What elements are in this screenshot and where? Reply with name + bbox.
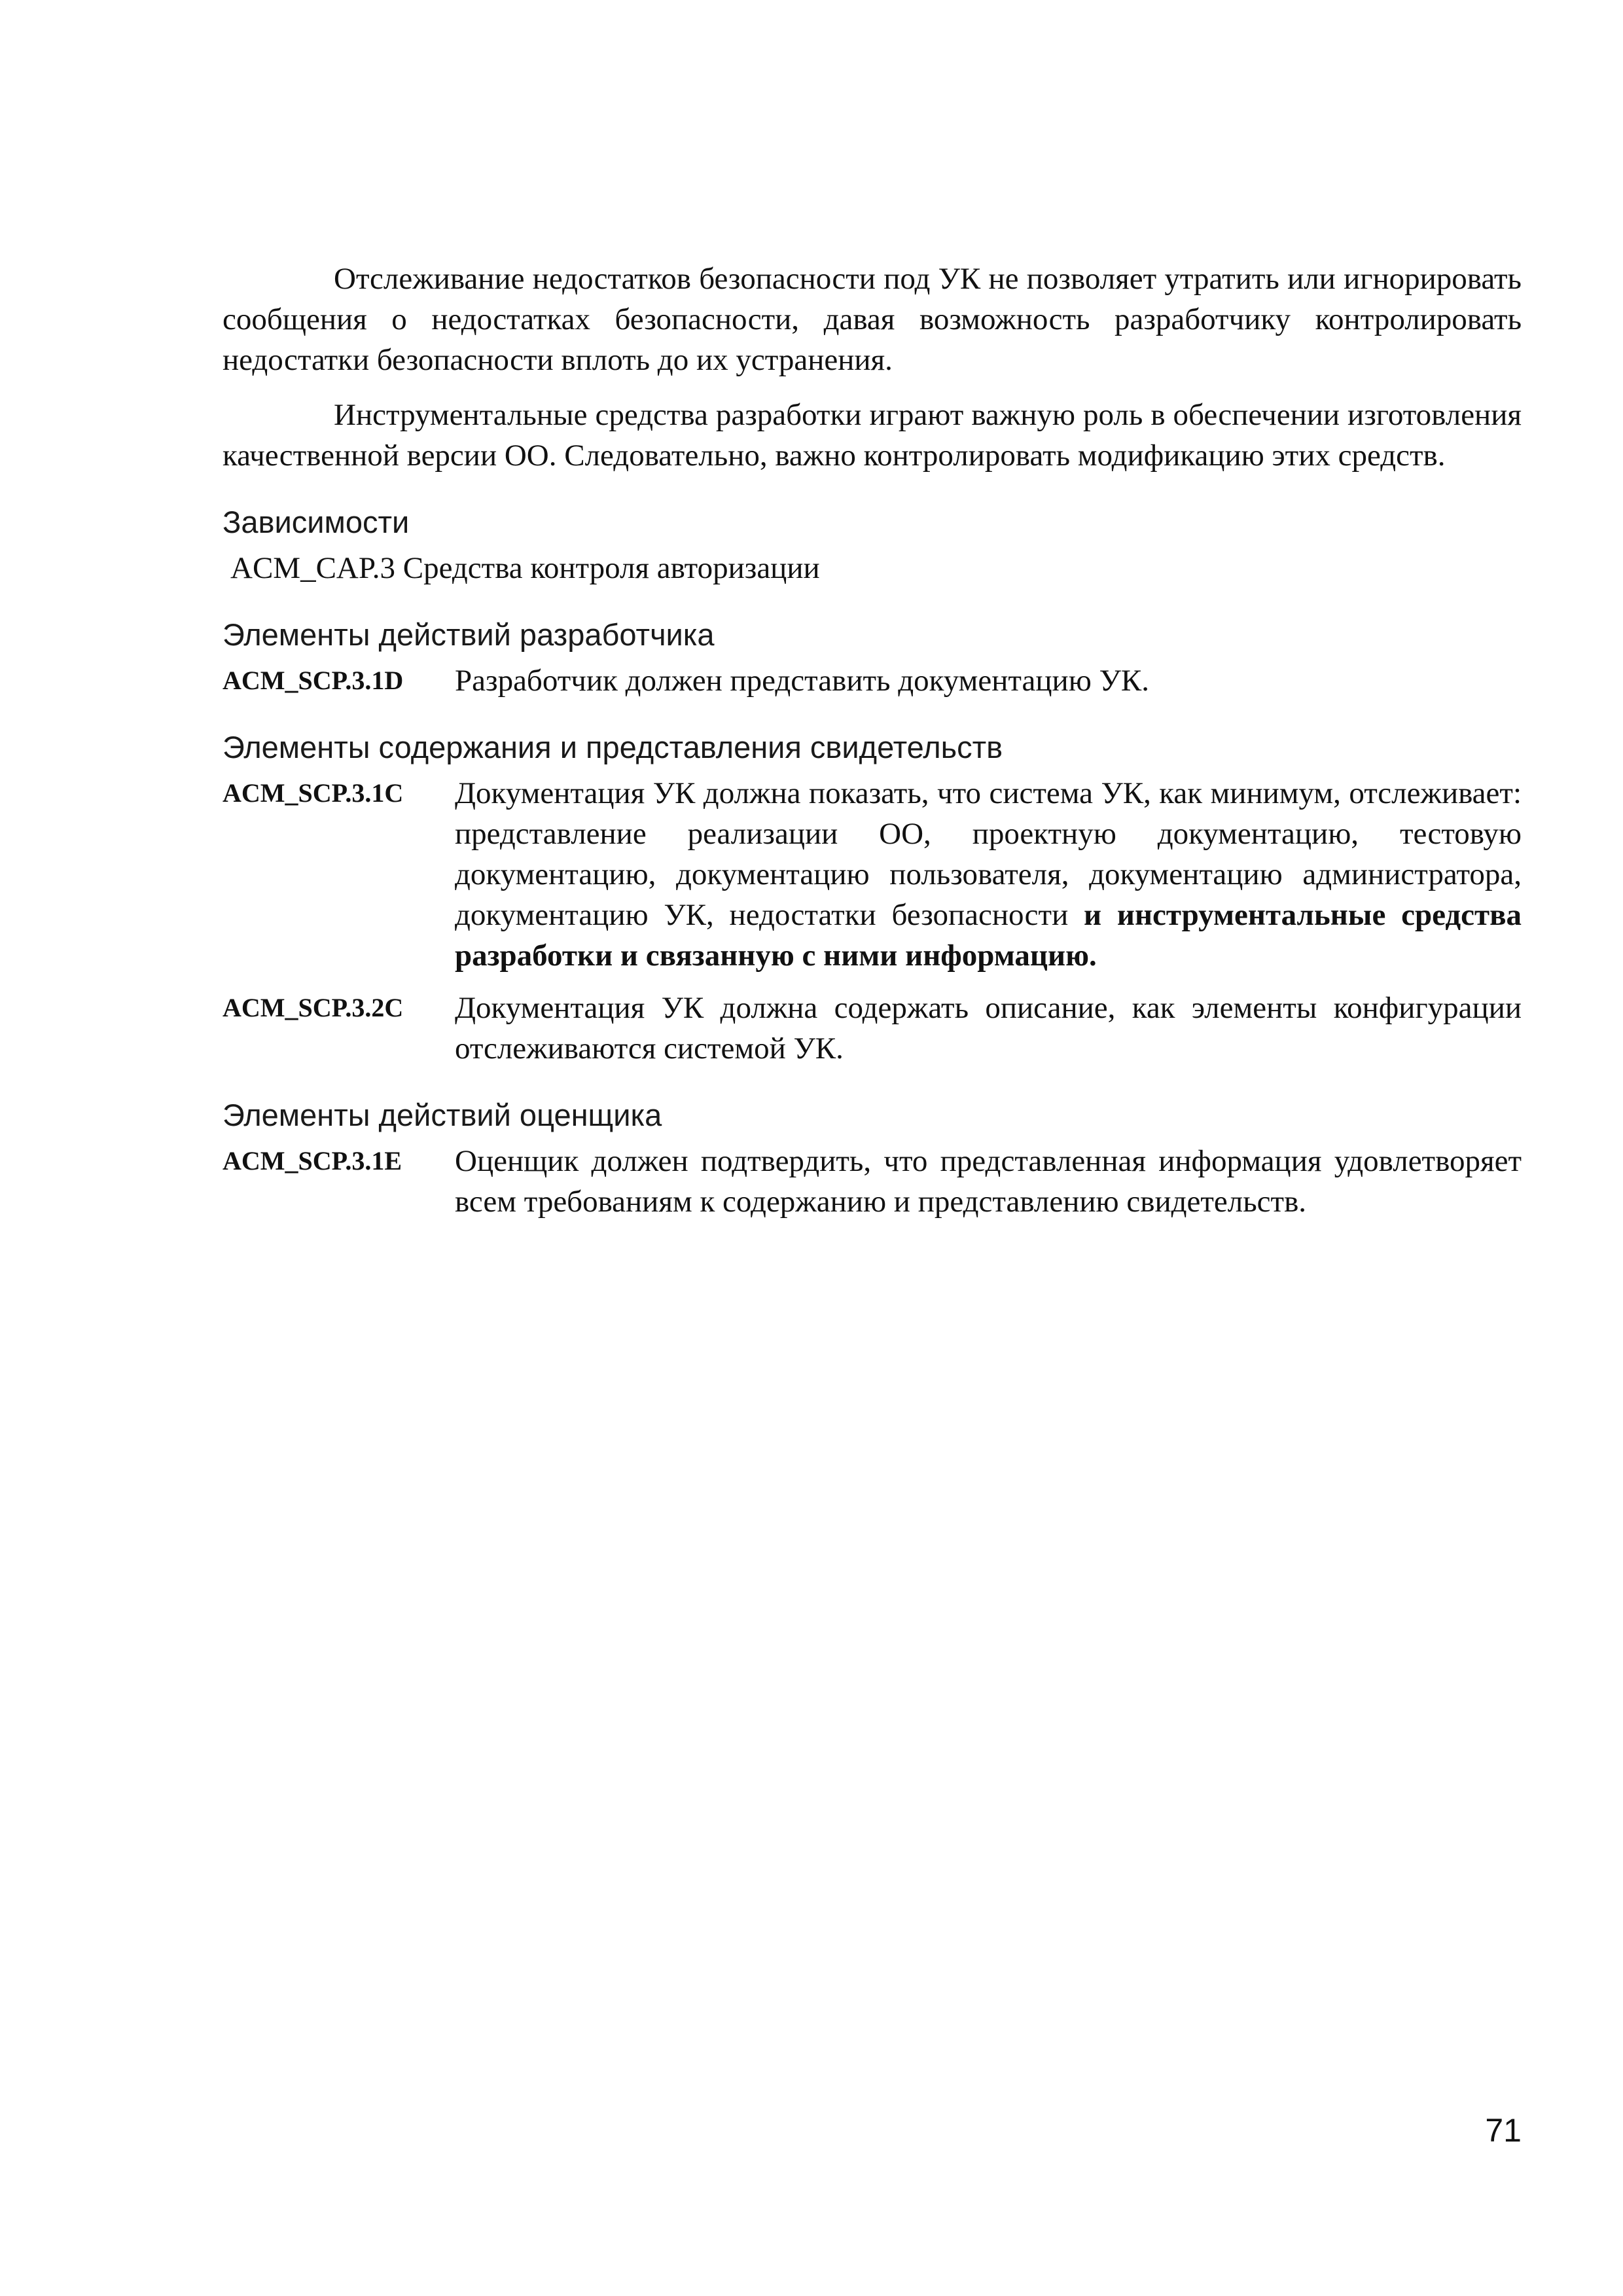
element-code: ACM_SCP.3.1C <box>223 778 404 808</box>
element-text: Разработчик должен представить документацию УК. <box>455 664 1149 698</box>
element-text-composite <box>455 773 1522 976</box>
element-text: Документация УК должна содержать описание, как элементы конфигурации отслеживаются системой УК. <box>455 991 1522 1066</box>
element-row-acm-scp-3-1e <box>223 1141 1522 1222</box>
page-number: 71 <box>1485 2112 1522 2149</box>
intro-paragraph-1: Отслеживание недостатков безопасности под УК не позволяет утратить или игнорировать сообщения о недостатках безопасности, давая возможность разработчику контролировать недостатки безопасности вплоть до их устранения. <box>223 262 1522 377</box>
page-content <box>223 259 1522 1234</box>
element-row-acm-scp-3-1d <box>223 660 1522 701</box>
element-row-acm-scp-3-1c <box>223 773 1522 976</box>
dependency-item: ACM_CAP.3 Средства контроля авторизации <box>230 551 820 585</box>
content-presentation-heading: Элементы содержания и представления свидетельств <box>223 730 1003 764</box>
element-code: ACM_SCP.3.2C <box>223 993 404 1022</box>
developer-actions-heading: Элементы действий разработчика <box>223 617 715 652</box>
intro-paragraph-2: Инструментальные средства разработки играют важную роль в обеспечении изготовления качественной версии ОО. Следовательно, важно контролировать модификацию этих средств. <box>223 398 1522 473</box>
element-text: Документация УК должна показать, что система УК, как минимум, отслеживает: представление реализации ОО, проектную документацию, тестовую документацию, документацию пользователя, документацию администратора, документацию УК, недостатки безопасности <box>455 776 1522 932</box>
element-text: Оценщик должен подтвердить, что представленная информация удовлетворяет всем требованиям к содержанию и представлению свидетельств. <box>455 1144 1522 1219</box>
element-code: ACM_SCP.3.1E <box>223 1146 402 1175</box>
element-bold-text: и инструментальные средства разработки и связанную с ними информацию. <box>455 898 1522 973</box>
element-row-acm-scp-3-2c <box>223 988 1522 1069</box>
element-code: ACM_SCP.3.1D <box>223 666 404 695</box>
evaluator-actions-heading: Элементы действий оценщика <box>223 1098 662 1132</box>
dependencies-heading: Зависимости <box>223 505 410 539</box>
